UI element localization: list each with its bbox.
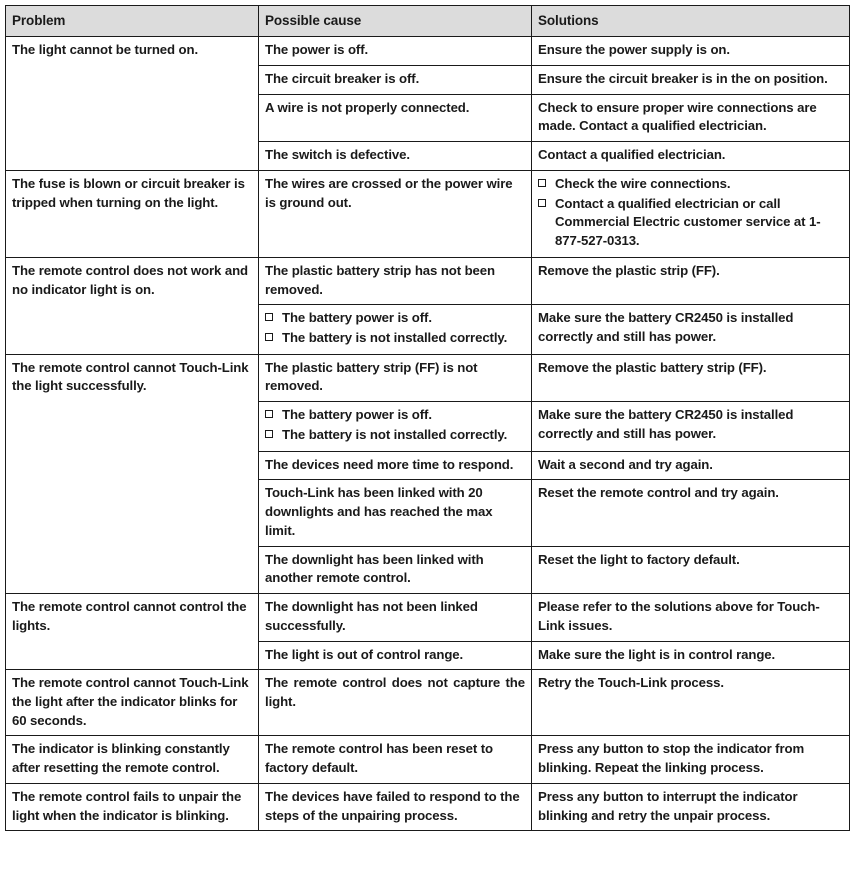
possible-cause-cell: The remote control does not capture the light.	[259, 670, 532, 736]
list-item-label: The battery power is off.	[282, 310, 432, 326]
possible-cause-cell: The devices have failed to respond to the steps of the unpairing process.	[259, 783, 532, 830]
troubleshooting-table	[5, 5, 850, 831]
table-body	[6, 37, 850, 831]
solution-cell: Press any button to stop the indicator from blinking. Repeat the linking process.	[532, 736, 850, 783]
list-item	[538, 195, 843, 251]
solution-cell	[532, 170, 850, 257]
problem-cell: The indicator is blinking constantly after resetting the remote control.	[6, 736, 259, 783]
problem-cell: The remote control cannot control the lights.	[6, 594, 259, 670]
solution-cell: Remove the plastic battery strip (FF).	[532, 354, 850, 401]
possible-cause-list	[265, 406, 525, 444]
list-item	[265, 329, 525, 348]
list-item	[265, 406, 525, 425]
list-item	[265, 309, 525, 328]
possible-cause-cell: The downlight has not been linked successfully.	[259, 594, 532, 641]
checkbox-icon	[265, 430, 273, 438]
table-row	[6, 354, 850, 401]
problem-cell: The fuse is blown or circuit breaker is tripped when turning on the light.	[6, 170, 259, 257]
table-row	[6, 37, 850, 66]
checkbox-icon	[538, 179, 546, 187]
list-item-label: Contact a qualified electrician or call Commercial Electric customer service at 1-877-527-0313.	[555, 195, 821, 249]
possible-cause-cell: The downlight has been linked with another remote control.	[259, 546, 532, 593]
possible-cause-cell: The power is off.	[259, 37, 532, 66]
solution-cell: Reset the light to factory default.	[532, 546, 850, 593]
checkbox-icon	[265, 313, 273, 321]
solution-cell: Wait a second and try again.	[532, 451, 850, 480]
possible-cause-cell: The light is out of control range.	[259, 641, 532, 670]
possible-cause-cell: The remote control has been reset to factory default.	[259, 736, 532, 783]
table-header	[6, 6, 850, 37]
column-header-possible-cause: Possible cause	[259, 6, 532, 37]
problem-cell: The light cannot be turned on.	[6, 37, 259, 171]
checkbox-icon	[538, 199, 546, 207]
possible-cause-cell: The wires are crossed or the power wire is ground out.	[259, 170, 532, 257]
list-item-label: The battery power is off.	[282, 407, 432, 423]
possible-cause-cell: The devices need more time to respond.	[259, 451, 532, 480]
column-header-solutions: Solutions	[532, 6, 850, 37]
problem-cell: The remote control cannot Touch-Link the light after the indicator blinks for 60 seconds.	[6, 670, 259, 736]
list-item	[538, 175, 843, 194]
table-row	[6, 783, 850, 830]
solution-cell: Reset the remote control and try again.	[532, 480, 850, 546]
list-item-label: Check the wire connections.	[555, 175, 731, 191]
solution-cell: Retry the Touch-Link process.	[532, 670, 850, 736]
possible-cause-cell	[259, 305, 532, 354]
solution-list	[538, 175, 843, 251]
table-row	[6, 170, 850, 257]
solution-cell: Please refer to the solutions above for Touch-Link issues.	[532, 594, 850, 641]
table-row	[6, 736, 850, 783]
possible-cause-cell: The plastic battery strip has not been removed.	[259, 257, 532, 304]
column-header-problem: Problem	[6, 6, 259, 37]
possible-cause-cell: The plastic battery strip (FF) is not removed.	[259, 354, 532, 401]
solution-cell: Contact a qualified electrician.	[532, 142, 850, 171]
possible-cause-list	[265, 309, 525, 347]
solution-cell: Check to ensure proper wire connections are made. Contact a qualified electrician.	[532, 94, 850, 141]
checkbox-icon	[265, 333, 273, 341]
possible-cause-cell: The switch is defective.	[259, 142, 532, 171]
solution-cell: Ensure the circuit breaker is in the on position.	[532, 65, 850, 94]
table-header-row	[6, 6, 850, 37]
list-item-label: The battery is not installed correctly.	[282, 426, 508, 442]
list-item	[265, 426, 525, 445]
possible-cause-cell: A wire is not properly connected.	[259, 94, 532, 141]
problem-cell: The remote control cannot Touch-Link the light successfully.	[6, 354, 259, 593]
possible-cause-cell: The circuit breaker is off.	[259, 65, 532, 94]
table-row	[6, 257, 850, 304]
solution-cell: Remove the plastic strip (FF).	[532, 257, 850, 304]
solution-cell: Make sure the battery CR2450 is installed correctly and still has power.	[532, 305, 850, 354]
table-row	[6, 594, 850, 641]
possible-cause-cell: Touch-Link has been linked with 20 downlights and has reached the max limit.	[259, 480, 532, 546]
solution-cell: Ensure the power supply is on.	[532, 37, 850, 66]
problem-cell: The remote control fails to unpair the light when the indicator is blinking.	[6, 783, 259, 830]
checkbox-icon	[265, 410, 273, 418]
possible-cause-cell	[259, 402, 532, 451]
solution-cell: Make sure the battery CR2450 is installed correctly and still has power.	[532, 402, 850, 451]
solution-cell: Make sure the light is in control range.	[532, 641, 850, 670]
list-item-label: The battery is not installed correctly.	[282, 329, 508, 345]
problem-cell: The remote control does not work and no indicator light is on.	[6, 257, 259, 354]
table-row	[6, 670, 850, 736]
solution-cell: Press any button to interrupt the indicator blinking and retry the unpair process.	[532, 783, 850, 830]
